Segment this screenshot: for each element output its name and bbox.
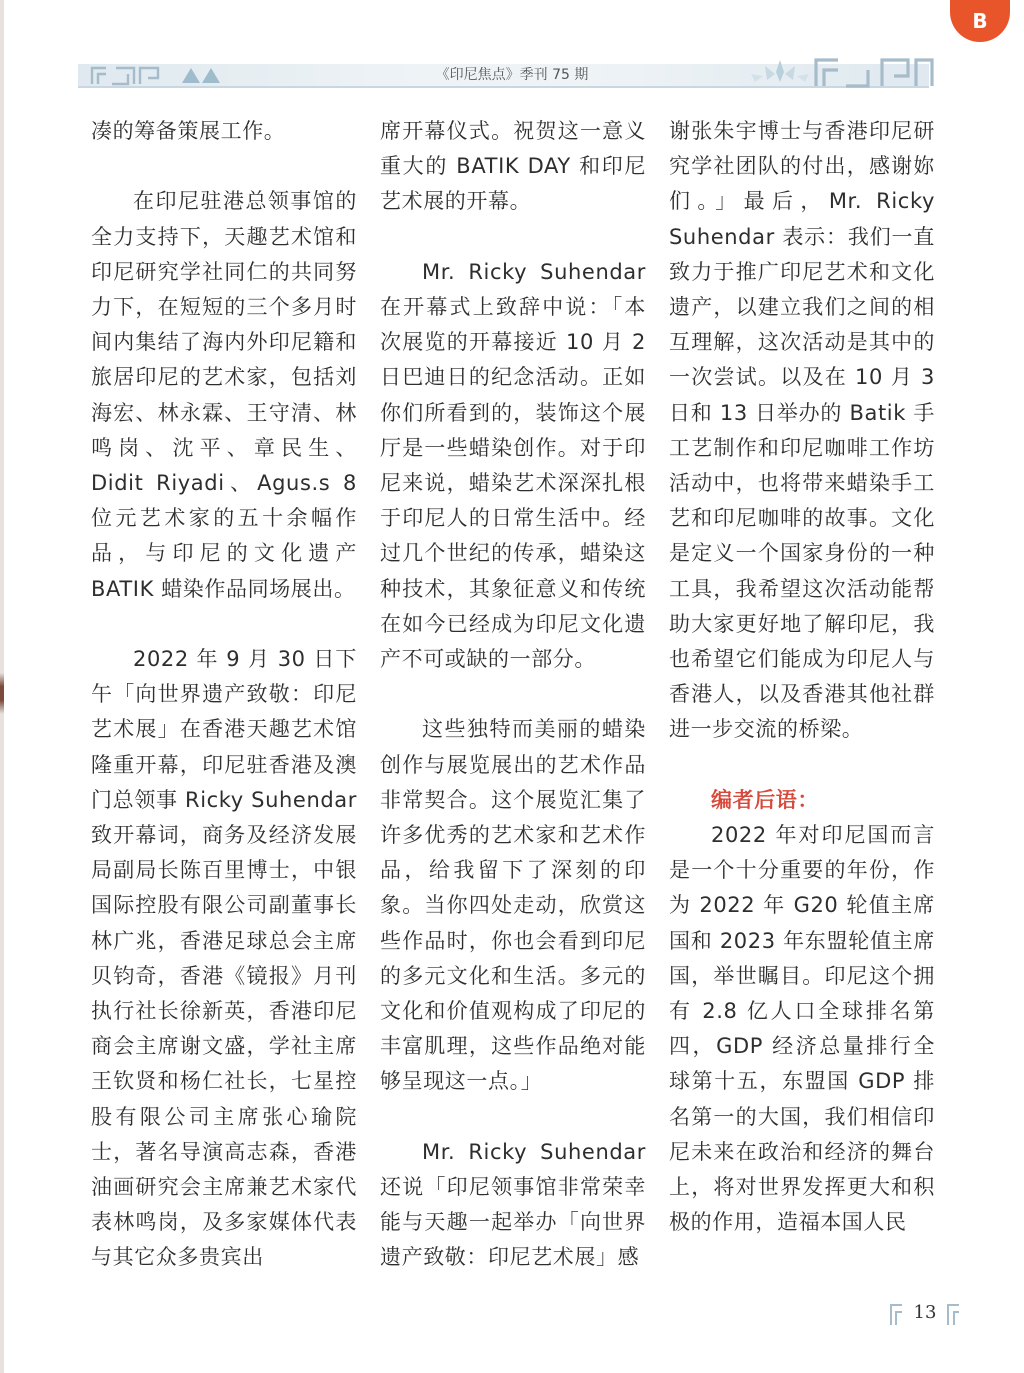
page-edge-decoration bbox=[0, 0, 4, 1373]
paragraph-gap bbox=[380, 677, 646, 712]
paragraph: 2022 年 9 月 30 日下午「向世界遗产致敬：印尼艺术展」在香港天趣艺术馆隆重开幕，印尼驻香港及澳门总领事 Ricky Suhendar 致开幕词，商务及经济发展局副局长陈百里博士，中银国际控股有限公司副董事长林广兆，香港足球总会主席贝钧奇，香港《镜报》月刊执行社长徐新英，香港印尼商会主席谢文盛，学社主席王钦贤和杨仁社长，七星控股有限公司主席张心瑜院士，著名导演高志森，香港油画研究会主席兼艺术家代表林鸣岗，及多家媒体代表与其它众多贵宾出 bbox=[91, 647, 357, 1270]
paragraph: 2022 年对印尼国而言是一个十分重要的年份，作为 2022 年 G20 轮值主席国和 2023 年东盟轮值主席国，举世瞩目。印尼这个拥有 2.8 亿人口全球排名第四，GDP 经济总量排行全球第十五，东盟国 GDP 排名第一的大国，我们相信印尼未来在政治和经济的舞台上，将对世界发挥更大和积极的作用，造福本国人民 bbox=[669, 823, 935, 1235]
paragraph: 在印尼驻港总领事馆的全力支持下，天趣艺术馆和印尼研究学社同仁的共同努力下，在短短的三个多月时间内集结了海内外印尼籍和旅居印尼的艺术家，包括刘海宏、林永霖、王守清、林鸣岗、沈平、章民生、Didit Riyadi、Agus.s 8 位元艺术家的五十余幅作品，与印尼的文化遗产 BATIK 蜡染作品同场展出。 bbox=[91, 189, 357, 601]
paragraph: Mr. Ricky Suhendar 在开幕式上致辞中说：「本次展览的开幕接近 10 月 2 日巴迪日的纪念活动。正如你们所看到的，装饰这个展厅是一些蜡染创作。对于印尼来说，蜡染艺术深深扎根于印尼人的日常生活中。经过几个世纪的传承，蜡染这种技术，其象征意义和传统在如今已经成为印尼文化遗产不可或缺的一部分。 bbox=[380, 259, 646, 672]
paragraph-gap bbox=[91, 607, 357, 642]
paragraph: 谢张朱宇博士与香港印尼研究学社团队的付出，感谢妳们。」最后，Mr. Ricky Suhendar 表示：我们一直致力于推广印尼艺术和文化遗产，以建立我们之间的相互理解，这次活动是其中的一次尝试。以及在 10 月 3 日和 13 日举办的 Batik 手工艺制作和印尼咖啡工作坊活动中，也将带来蜡染手工艺和印尼咖啡的故事。文化是定义一个国家身份的一种工具，我希望这次活动能帮助大家更好地了解印尼，我也希望它们能成为印尼人与香港人，以及香港其他社群进一步交流的桥梁。 bbox=[669, 119, 935, 742]
paragraph-gap bbox=[669, 748, 935, 783]
meander-ornament-right bbox=[812, 54, 936, 90]
paragraph-gap bbox=[91, 149, 357, 184]
paragraph-gap bbox=[380, 220, 646, 255]
page-number: 13 bbox=[913, 1302, 937, 1323]
magazine-title: 《印尼焦点》季刊 75 期 bbox=[435, 67, 589, 83]
section-badge: B bbox=[950, 0, 1010, 42]
paragraph-gap bbox=[380, 1100, 646, 1135]
article-column-1 bbox=[91, 114, 357, 1276]
paragraph: 凑的筹备策展工作。 bbox=[91, 119, 286, 143]
article-column-3 bbox=[669, 114, 935, 1240]
paragraph: 这些独特而美丽的蜡染创作与展览展出的艺术作品非常契合。这个展览汇集了许多优秀的艺术家和艺术作品，给我留下了深刻的印象。当你四处走动，欣赏这些作品时，你也会看到印尼的多元文化和生活。多元的文化和价值观构成了印尼的丰富肌理，这些作品绝对能够呈现这一点。」 bbox=[380, 717, 646, 1094]
article-column-2 bbox=[380, 114, 646, 1276]
flourish-ornament bbox=[745, 56, 815, 86]
editor-note-heading: 编者后语： bbox=[711, 787, 819, 812]
paragraph: Mr. Ricky Suhendar 还说「印尼领事馆非常荣幸能与天趣一起举办「向世界遗产致敬：印尼艺术展」感 bbox=[380, 1139, 646, 1270]
header-rule bbox=[78, 86, 929, 88]
paragraph: 席开幕仪式。祝贺这一意义重大的 BATIK DAY 和印尼艺术展的开幕。 bbox=[380, 119, 646, 214]
